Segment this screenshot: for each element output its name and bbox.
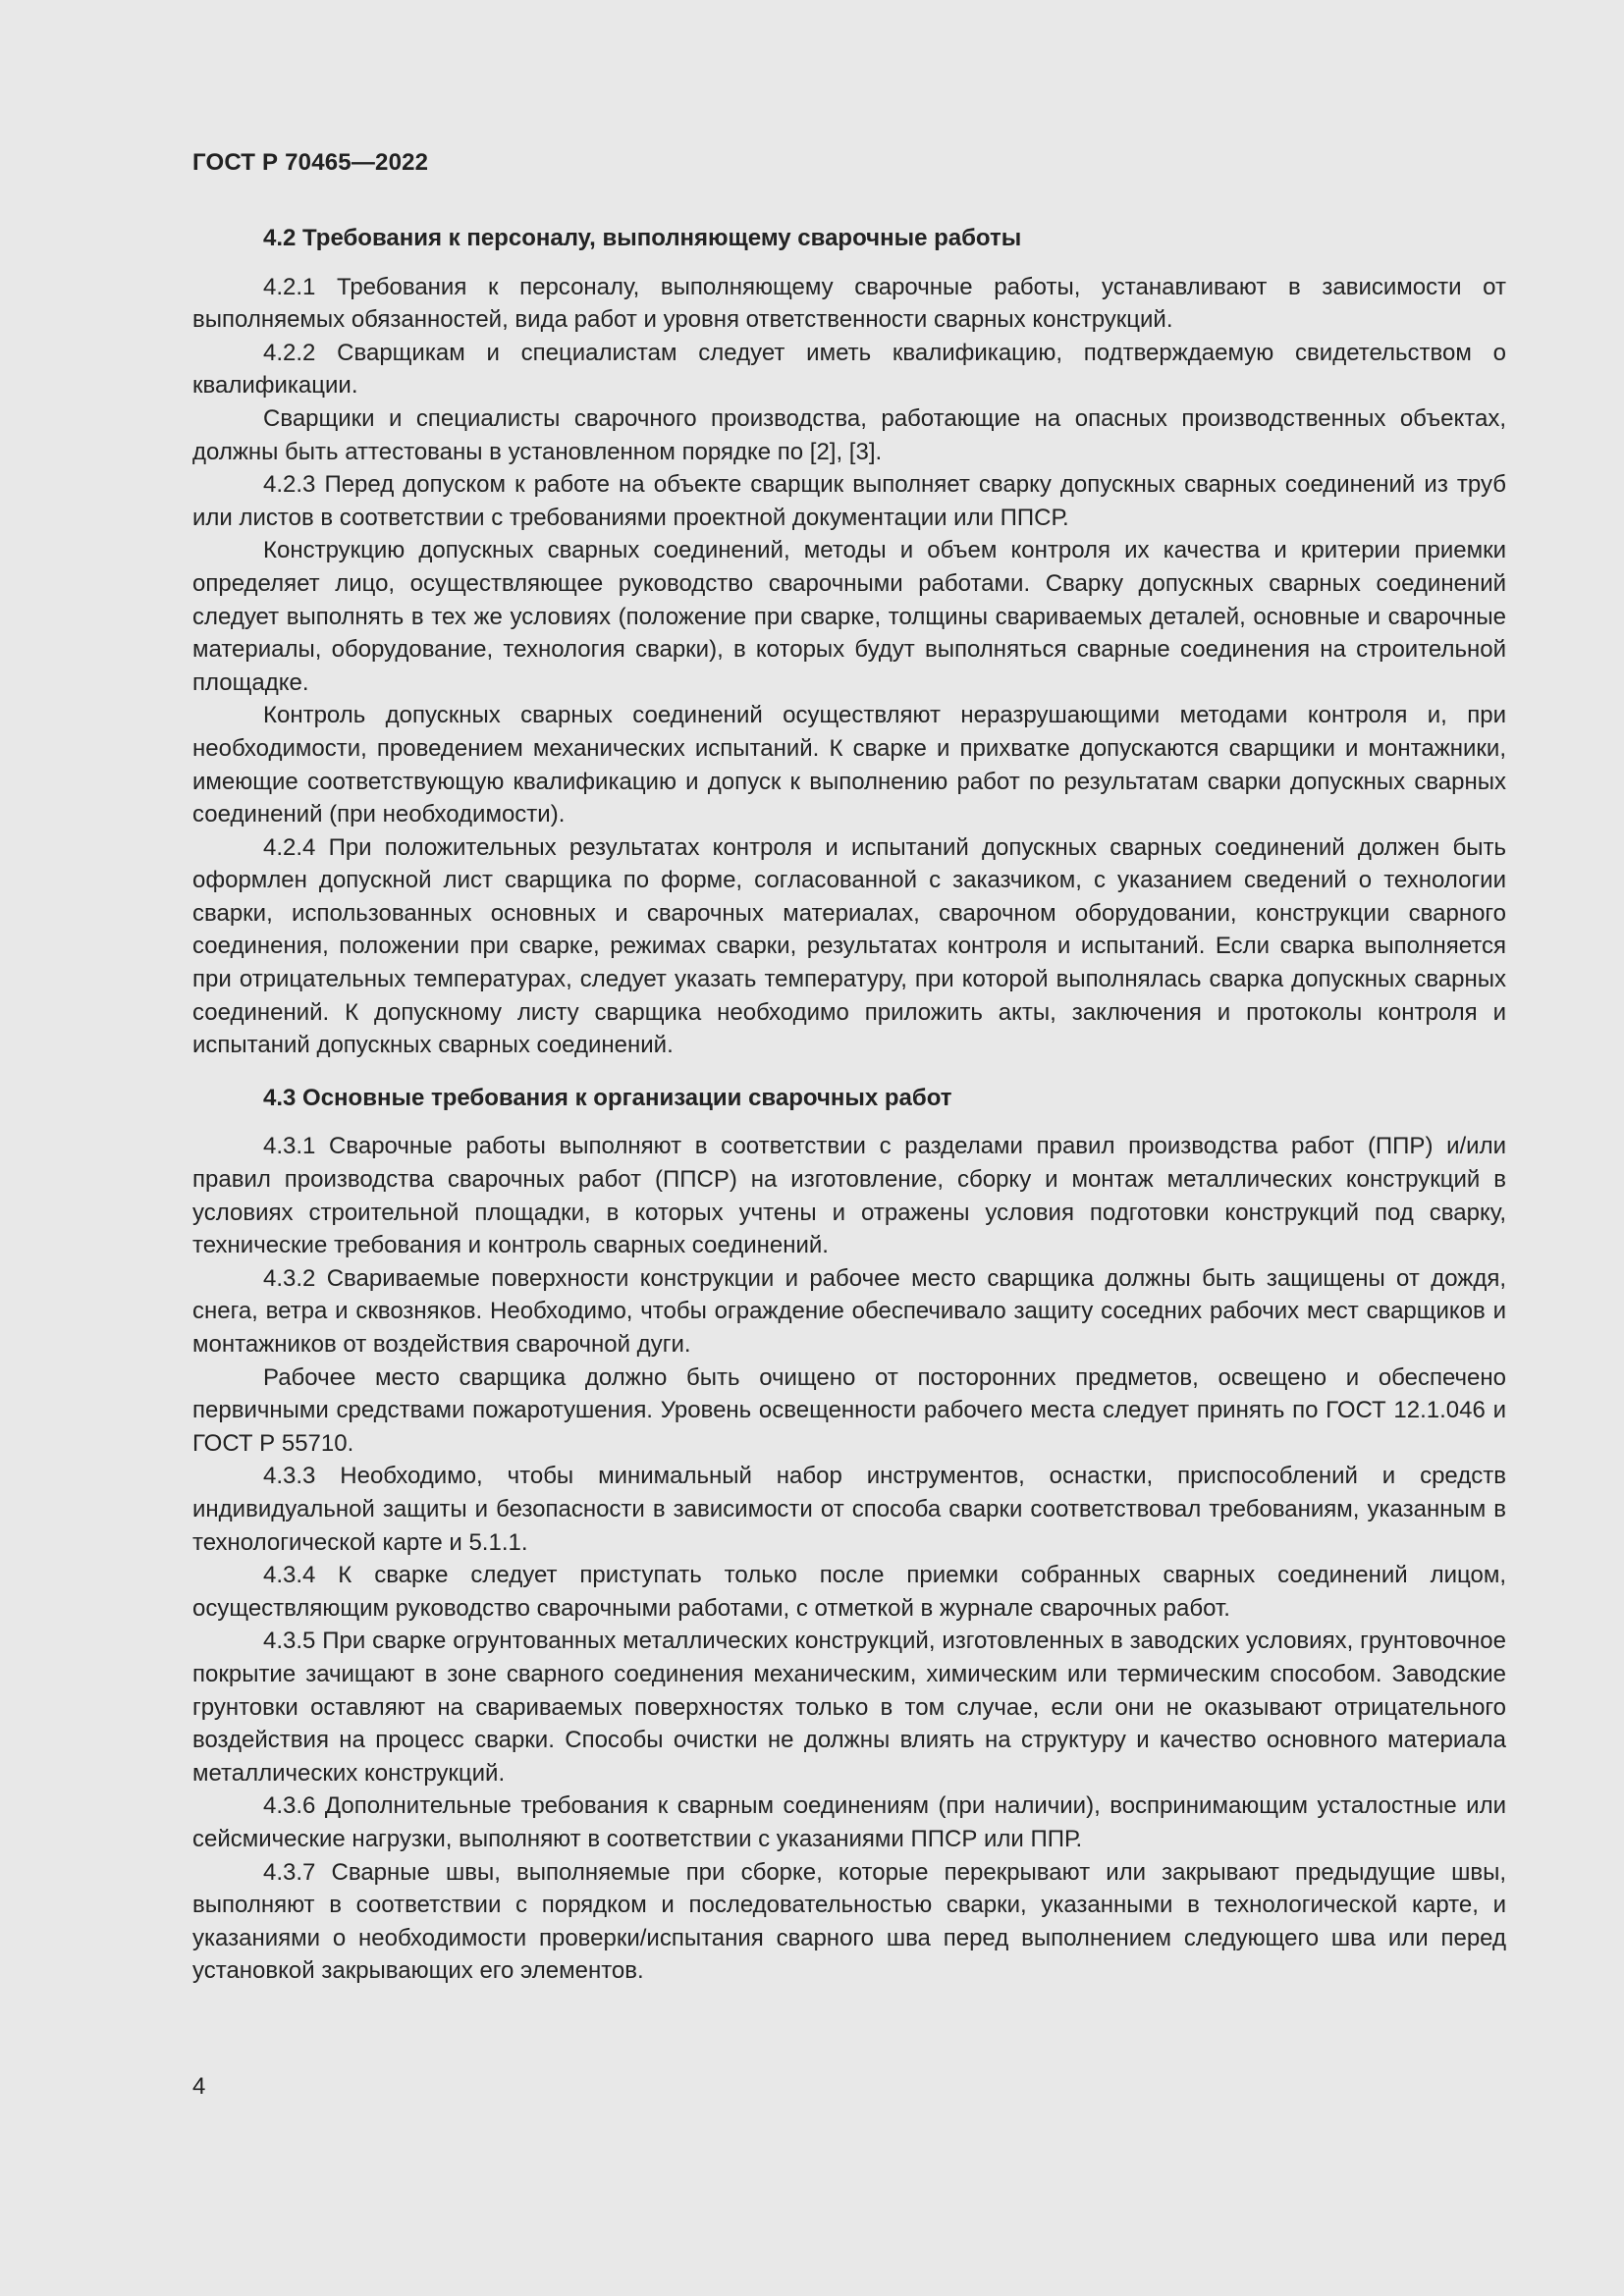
paragraph-4-3-7: 4.3.7 Сварные швы, выполняемые при сборке, которые перекрывают или закрывают предыдущие швы, выполняют в соответствии с порядком и последовательностью сварки, указанными в технологической карте, и указаниями о необходимости проверки/испытания сварного шва перед выполнением следующего шва или перед установкой закрывающих его элементов. (192, 1858, 1506, 1985)
document-body (192, 222, 1506, 1988)
paragraph-4-2-1: 4.2.1 Требования к персоналу, выполняющему сварочные работы, устанавливают в зависимости от выполняемых обязанностей, вида работ и уровня ответственности сварных конструкций. (192, 273, 1506, 334)
paragraph-4-2-3: 4.2.3 Перед допуском к работе на объекте сварщик выполняет сварку допускных сварных соединений из труб или листов в соответствии с требованиями проектной документации или ППСР. (192, 471, 1506, 531)
paragraph-4-3-4: 4.3.4 К сварке следует приступать только после приемки собранных сварных соединений лицом, осуществляющим руководство сварочными работами, с отметкой в журнале сварочных работ. (192, 1562, 1506, 1622)
paragraph-4-3-2-workplace: Рабочее место сварщика должно быть очищено от посторонних предметов, освещено и обеспечено первичными средствами пожаротушения. Уровень освещенности рабочего места следует принять по ГОСТ 12.1.046 и ГОСТ Р 55710. (192, 1363, 1506, 1457)
paragraph-4-2-3-design: Конструкцию допускных сварных соединений, методы и объем контроля их качества и критерии приемки определяет лицо, осуществляющее руководство сварочными работами. Сварку допускных сварных соединений следует выполнять в тех же условиях (положение при сварке, толщины свариваемых деталей, основные и сварочные материалы, оборудование, технология сварки), в которых будут выполняться сварные соединения на строительной площадке. (192, 537, 1506, 696)
page-number: 4 (192, 2073, 206, 2100)
section-heading-4-3: 4.3 Основные требования к организации сварочных работ (263, 1084, 952, 1111)
paragraph-4-3-2: 4.3.2 Свариваемые поверхности конструкции и рабочее место сварщика должны быть защищены от дождя, снега, ветра и сквозняков. Необходимо, чтобы ограждение обеспечивало защиту соседних рабочих мест сварщиков и монтажников от воздействия сварочной дуги. (192, 1264, 1506, 1358)
paragraph-4-3-5: 4.3.5 При сварке огрунтованных металлических конструкций, изготовленных в заводских условиях, грунтовочное покрытие зачищают в зоне сварного соединения механическим, химическим или термическим способом. Заводские грунтовки оставляют на свариваемых поверхностях только в том случае, если они не оказывают отрицательного воздействия на процесс сварки. Способы очистки не должны влиять на структуру и качество основного материала металлических конструкций. (192, 1628, 1506, 1787)
paragraph-4-2-2: 4.2.2 Сварщикам и специалистам следует иметь квалификацию, подтверждаемую свидетельством о квалификации. (192, 339, 1506, 400)
section-heading-4-2: 4.2 Требования к персоналу, выполняющему сварочные работы (263, 225, 1022, 251)
paragraph-4-2-3-control: Контроль допускных сварных соединений осуществляют неразрушающими методами контроля и, при необходимости, проведением механических испытаний. К сварке и прихватке допускаются сварщики и монтажники, имеющие соответствующую квалификацию и допуск к выполнению работ по результатам сварки допускных сварных соединений (при необходимости). (192, 702, 1506, 828)
paragraph-4-2-4: 4.2.4 При положительных результатах контроля и испытаний допускных сварных соединений должен быть оформлен допускной лист сварщика по форме, согласованной с заказчиком, с указанием сведений о технологии сварки, использованных основных и сварочных материалах, сварочном оборудовании, конструкции сварного соединения, положении при сварке, режимах сварки, результатах контроля и испытаний. Если сварка выполняется при отрицательных температурах, следует указать температуру, при которой выполнялась сварка допускных сварных соединений. К допускному листу сварщика необходимо приложить акты, заключения и протоколы контроля и испытаний допускных сварных соединений. (192, 833, 1506, 1059)
paragraph-4-3-1: 4.3.1 Сварочные работы выполняют в соответствии с разделами правил производства работ (ППР) и/или правил производства сварочных работ (ППСР) на изготовление, сборку и монтаж металлических конструкций в условиях строительной площадки, в которых учтены и отражены условия подготовки конструкций под сварку, технические требования и контроль сварных соединений. (192, 1133, 1506, 1259)
paragraph-4-2-2-cont: Сварщики и специалисты сварочного производства, работающие на опасных производственных объектах, должны быть аттестованы в установленном порядке по [2], [3]. (192, 404, 1506, 465)
paragraph-4-3-3: 4.3.3 Необходимо, чтобы минимальный набор инструментов, оснастки, приспособлений и средств индивидуальной защиты и безопасности в зависимости от способа сварки соответствовал требованиям, указанным в технологической карте и 5.1.1. (192, 1463, 1506, 1556)
document-header: ГОСТ Р 70465—2022 (192, 149, 429, 176)
paragraph-4-3-6: 4.3.6 Дополнительные требования к сварным соединениям (при наличии), воспринимающим усталостные или сейсмические нагрузки, выполняют в соответствии с указаниями ППСР или ППР. (192, 1792, 1506, 1852)
